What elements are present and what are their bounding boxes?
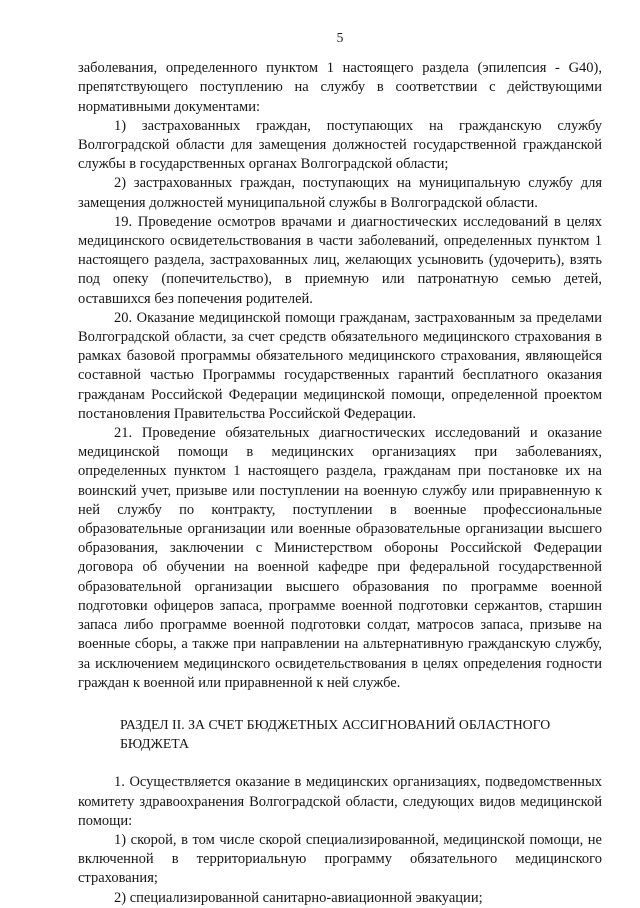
section-paragraph-1: 1. Осуществляется оказание в медицинских организациях, подведомственных комитету здравоохранения Волгоградской области, следующих видов медицинской помощи: (78, 774, 602, 829)
list-item-1-civil-service: 1) застрахованных граждан, поступающих на гражданскую службу Волгоградской области для замещения должностей государственной гражданской службы в государственных органах Волгоградской области; (78, 117, 602, 173)
document-page (78, 28, 602, 908)
section-list-item-1: 1) скорой, в том числе скорой специализированной, медицинской помощи, не включенной в территориальную программу обязательного медицинского страхования; (78, 831, 602, 887)
section-heading: РАЗДЕЛ II. ЗА СЧЕТ БЮДЖЕТНЫХ АССИГНОВАНИЙ ОБЛАСТНОГО БЮДЖЕТА (120, 716, 551, 752)
paragraph-19: 19. Проведение осмотров врачами и диагностических исследований в целях медицинского освидетельствования в части заболеваний, определенных пунктом 1 настоящего раздела, застрахованных лиц, желающих усыновить (удочерить), взять под опеку (попечительство), в приемную или патронатную семью детей, оставшихся без попечения родителей. (78, 213, 602, 307)
list-item-2-municipal-service: 2) застрахованных граждан, поступающих на муниципальную службу для замещения должностей муниципальной службы в Волгоградской области. (78, 175, 602, 211)
page-number: 5 (336, 30, 344, 45)
paragraph-20: 20. Оказание медицинской помощи гражданам, застрахованным за пределами Волгоградской области, за счет средств обязательного медицинского страхования в рамках базовой программы обязательного медицинского страхования, являющейся составной частью Программы государственных гарантий бесплатного оказания гражданам Российской Федерации медицинской помощи, определенной проектом постановления Правительства Российской Федерации. (78, 309, 602, 422)
paragraph-continuation: заболевания, определенного пунктом 1 настоящего раздела (эпилепсия - G40), препятствующего поступлению на службу в соответствии с действующими нормативными документами: (78, 60, 602, 115)
paragraph-21: 21. Проведение обязательных диагностических исследований и оказание медицинской помощи в медицинских организациях при заболеваниях, определенных пунктом 1 настоящего раздела, гражданам при постановке их на воинский учет, призыве или поступлении на военную службу или приравненную к ней службу по контракту, поступлении в военные профессиональные образовательные организации или военные образовательные организации высшего образования, заключении с Министерством обороны Российской Федерации договора об обучении на военной кафедре при федеральной государственной образовательной организации высшего образования по программе военной подготовки офицеров запаса, программе военной подготовки сержантов, старшин запаса либо программе военной подготовки солдат, матросов запаса, призыве на военные сборы, а также при направлении на альтернативную гражданскую службу, за исключением медицинского освидетельствования в целях определения годности граждан к военной или приравненной к ней службе. (78, 425, 602, 691)
section-list-item-2: 2) специализированной санитарно-авиационной эвакуации; (114, 889, 483, 906)
